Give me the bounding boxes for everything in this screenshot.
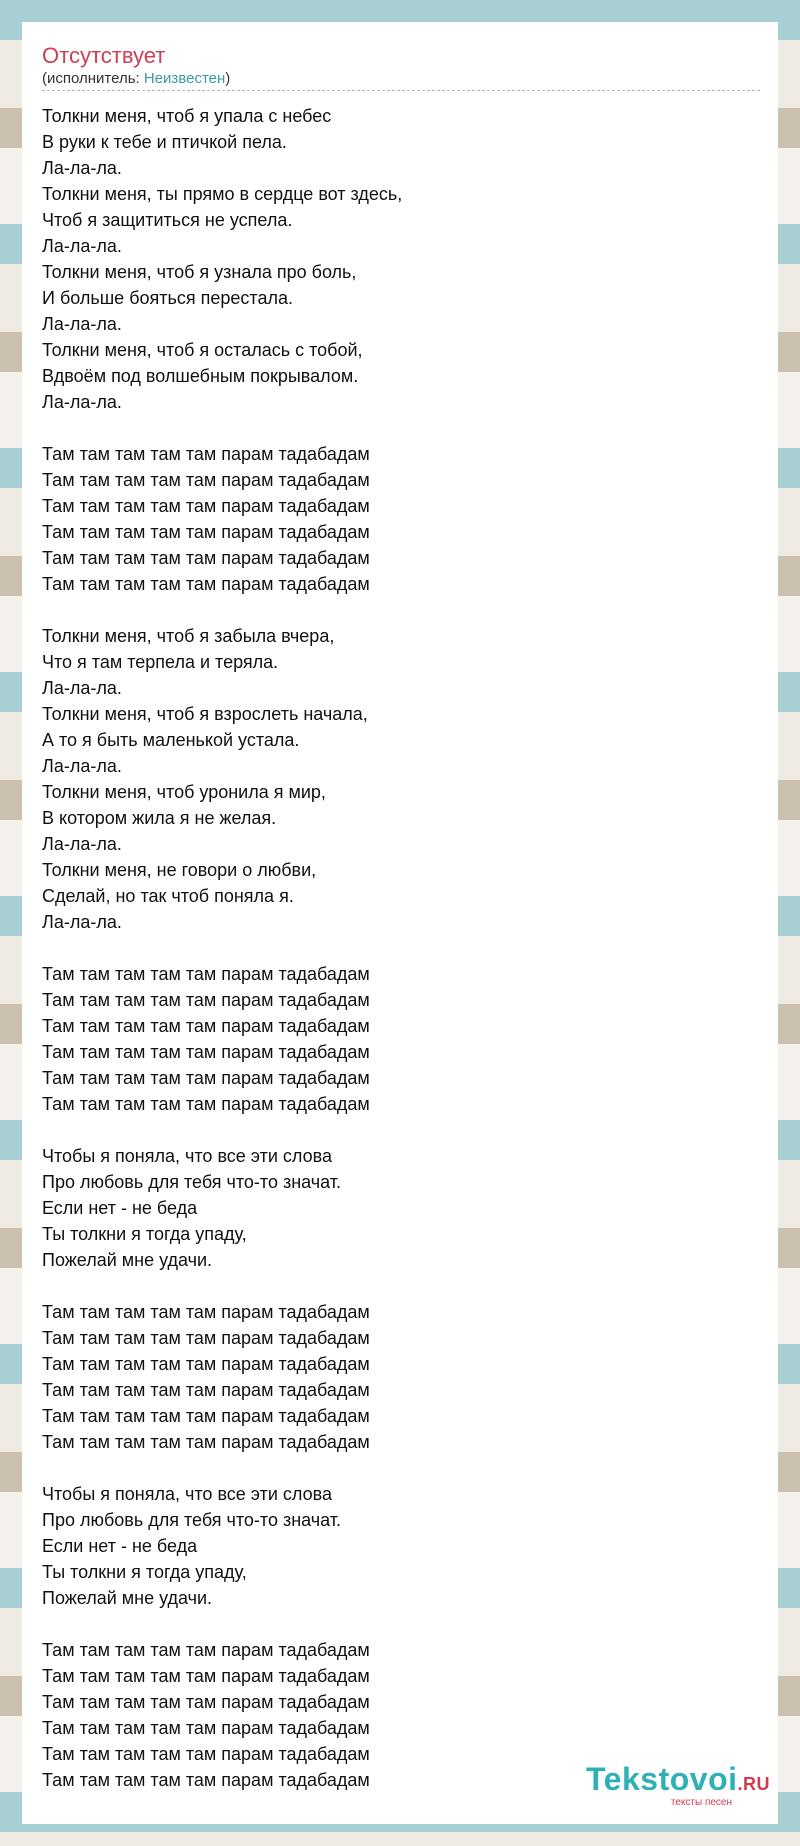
lyric-line: Там там там там там парам тадабадам: [42, 548, 370, 568]
lyric-line: И больше бояться перестала.: [42, 288, 293, 308]
lyric-line: Чтоб я защититься не успела.: [42, 210, 293, 230]
lyric-line: Ла-ла-ла.: [42, 158, 122, 178]
lyric-line: Там там там там там парам тадабадам: [42, 470, 370, 490]
lyric-line: Там там там там там парам тадабадам: [42, 496, 370, 516]
logo-name: Tekstovoi: [586, 1761, 738, 1797]
lyric-line: Что я там терпела и теряла.: [42, 652, 279, 672]
lyric-line: Если нет - не беда: [42, 1536, 198, 1556]
lyric-line: Ла-ла-ла.: [42, 912, 122, 932]
lyric-line: Про любовь для тебя что-то значат.: [42, 1510, 342, 1530]
lyric-line: Там там там там там парам тадабадам: [42, 1094, 370, 1114]
lyric-line: Чтобы я поняла, что все эти слова: [42, 1146, 332, 1166]
lyric-line: Там там там там там парам тадабадам: [42, 1640, 370, 1660]
performer-prefix: (исполнитель:: [42, 70, 144, 87]
lyric-line: Там там там там там парам тадабадам: [42, 1406, 370, 1426]
lyric-line: Там там там там там парам тадабадам: [42, 1380, 370, 1400]
lyric-line: Ла-ла-ла.: [42, 756, 122, 776]
performer-link[interactable]: Неизвестен: [143, 70, 226, 87]
performer-suffix: ): [225, 70, 231, 87]
lyric-line: Там там там там там парам тадабадам: [42, 444, 370, 464]
lyric-line: Там там там там там парам тадабадам: [42, 522, 370, 542]
lyric-line: Ла-ла-ла.: [42, 392, 122, 412]
lyric-line: Там там там там там парам тадабадам: [42, 1718, 370, 1738]
lyric-line: Пожелай мне удачи.: [42, 1250, 213, 1270]
lyric-line: Толкни меня, чтоб я упала с небес: [42, 106, 332, 126]
lyric-line: Толкни меня, не говори о любви,: [42, 860, 317, 880]
lyric-line: Толкни меня, чтоб я забыла вчера,: [42, 626, 335, 646]
performer-line: [42, 70, 760, 91]
lyric-line: Ла-ла-ла.: [42, 834, 122, 854]
lyric-line: В руки к тебе и птичкой пела.: [42, 132, 287, 152]
stanza-break: [42, 1117, 758, 1143]
lyric-line: Там там там там там парам тадабадам: [42, 1744, 370, 1764]
lyric-line: Там там там там там парам тадабадам: [42, 1666, 370, 1686]
stanza-break: [42, 597, 758, 623]
song-title: Отсутствует: [42, 43, 166, 68]
stanza-break: [42, 1273, 758, 1299]
lyric-line: Если нет - не беда: [42, 1198, 198, 1218]
lyric-line: Там там там там там парам тадабадам: [42, 1068, 370, 1088]
lyric-line: Ла-ла-ла.: [42, 314, 122, 334]
lyric-line: Толкни меня, ты прямо в сердце вот здесь,: [42, 184, 403, 204]
lyric-line: Про любовь для тебя что-то значат.: [42, 1172, 342, 1192]
logo-wordmark: [586, 1763, 770, 1800]
lyric-line: В котором жила я не желая.: [42, 808, 277, 828]
lyric-line: Там там там там там парам тадабадам: [42, 1328, 370, 1348]
lyric-line: Там там там там там парам тадабадам: [42, 990, 370, 1010]
lyric-line: Там там там там там парам тадабадам: [42, 1302, 370, 1322]
lyric-line: Толкни меня, чтоб уронила я мир,: [42, 782, 326, 802]
lyric-line: Ла-ла-ла.: [42, 236, 122, 256]
lyric-line: Ты толкни я тогда упаду,: [42, 1224, 247, 1244]
stanza-break: [42, 1455, 758, 1481]
lyric-line: Там там там там там парам тадабадам: [42, 1354, 370, 1374]
lyric-line: Там там там там там парам тадабадам: [42, 1770, 370, 1790]
lyric-line: Ла-ла-ла.: [42, 678, 122, 698]
lyric-line: Там там там там там парам тадабадам: [42, 1042, 370, 1062]
lyric-line: Сделай, но так чтоб поняла я.: [42, 886, 294, 906]
stanza-break: [42, 1611, 758, 1637]
site-logo[interactable]: [586, 1763, 770, 1808]
lyric-line: А то я быть маленькой устала.: [42, 730, 300, 750]
logo-tld: .RU: [737, 1774, 770, 1794]
lyric-line: Там там там там там парам тадабадам: [42, 1016, 370, 1036]
lyrics-text: [42, 103, 758, 1793]
lyric-line: Там там там там там парам тадабадам: [42, 1432, 370, 1452]
lyric-line: Чтобы я поняла, что все эти слова: [42, 1484, 332, 1504]
logo-tagline: тексты песен: [670, 1797, 732, 1808]
lyric-line: Там там там там там парам тадабадам: [42, 964, 370, 984]
lyric-line: Там там там там там парам тадабадам: [42, 1692, 370, 1712]
lyric-line: Ты толкни я тогда упаду,: [42, 1562, 247, 1582]
lyric-line: Толкни меня, чтоб я узнала про боль,: [42, 262, 357, 282]
lyric-line: Там там там там там парам тадабадам: [42, 574, 370, 594]
lyrics-card: [22, 22, 778, 1824]
stanza-break: [42, 935, 758, 961]
lyric-line: Вдвоём под волшебным покрывалом.: [42, 366, 359, 386]
lyric-line: Толкни меня, чтоб я взрослеть начала,: [42, 704, 368, 724]
lyric-line: Пожелай мне удачи.: [42, 1588, 213, 1608]
stanza-break: [42, 415, 758, 441]
lyric-line: Толкни меня, чтоб я осталась с тобой,: [42, 340, 363, 360]
